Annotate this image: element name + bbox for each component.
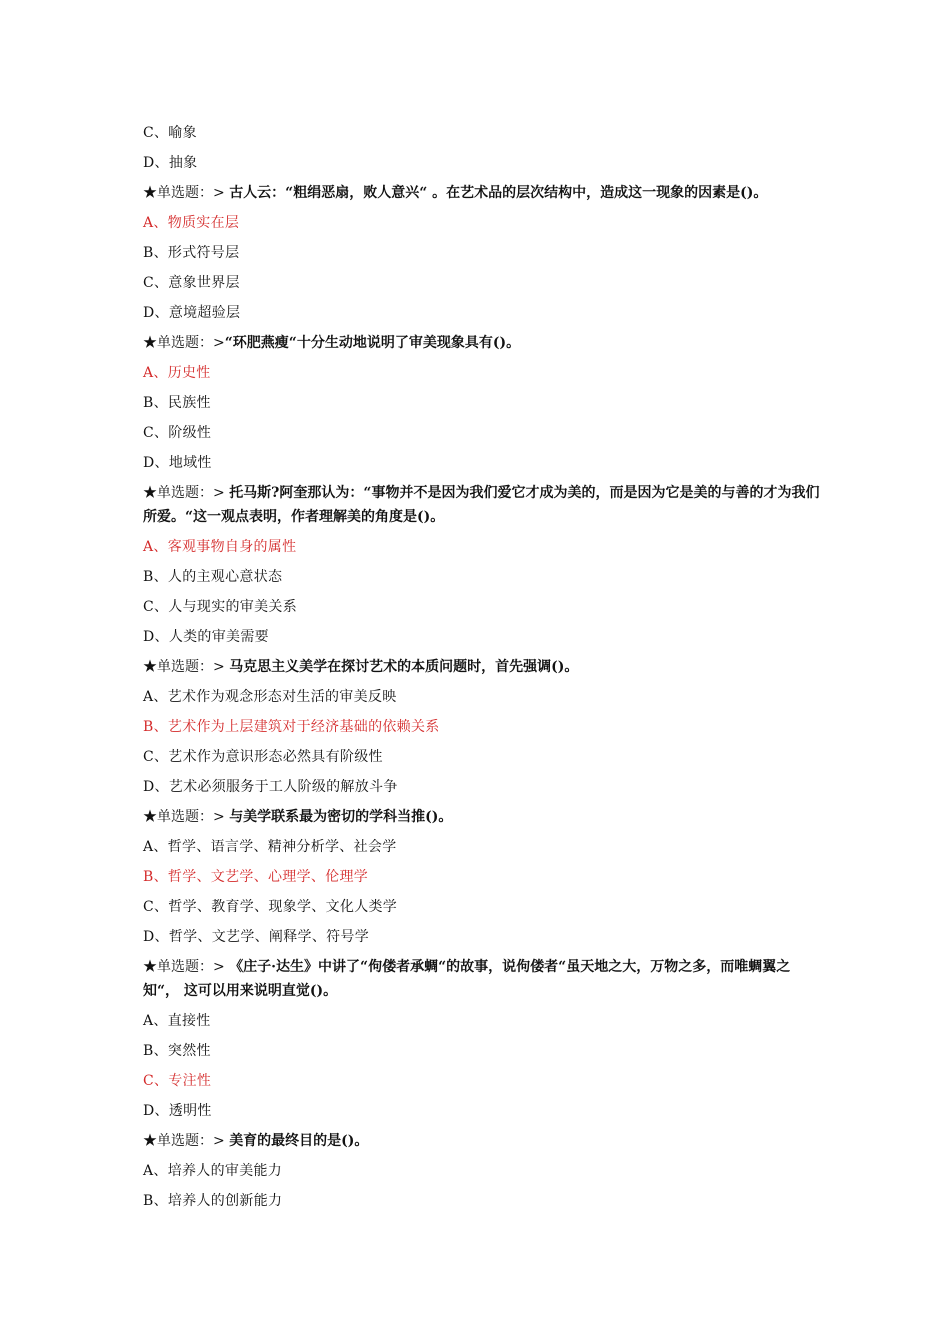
option-line: A、直接性 <box>143 1013 211 1029</box>
question-type-label: 单选题：> <box>157 959 230 975</box>
document-page <box>143 118 823 1216</box>
option-line: A、培养人的审美能力 <box>143 1163 283 1179</box>
option-line: D、意境超验层 <box>143 305 241 321</box>
option-line: C、哲学、教育学、现象学、文化人类学 <box>143 899 398 915</box>
question-stem <box>143 652 823 682</box>
question-block <box>143 478 823 652</box>
question-stem <box>143 952 823 1006</box>
option-line: D、抽象 <box>143 155 198 171</box>
option-line: D、哲学、文艺学、阐释学、符号学 <box>143 929 370 945</box>
question-type-label: 单选题：> <box>157 1133 230 1149</box>
option-line: B、艺术作为上层建筑对于经济基础的依赖关系 <box>143 719 440 735</box>
star-icon: ★ <box>143 1133 157 1149</box>
question-type-label: 单选题：> <box>157 485 230 501</box>
question-stem <box>143 1126 823 1156</box>
question-text: 古人云：“粗绢恶扇，败人意兴“ 。在艺术品的层次结构中，造成这一现象的因素是()。 <box>229 185 768 201</box>
question-text: 托马斯?阿奎那认为：“事物并不是因为我们爱它才成为美的，而是因为它是美的与善的才为我们所爱。“这一观点表明，作者理解美的角度是()。 <box>143 485 820 525</box>
star-icon: ★ <box>143 485 157 501</box>
option-line: B、哲学、文艺学、心理学、伦理学 <box>143 869 369 885</box>
option-line: C、喻象 <box>143 125 197 141</box>
question-stem <box>143 478 823 532</box>
question-text: 美育的最终目的是()。 <box>229 1133 369 1149</box>
option-line: C、人与现实的审美关系 <box>143 599 298 615</box>
question-text: 与美学联系最为密切的学科当推()。 <box>229 809 453 825</box>
question-text: 《庄子·达生》中讲了“佝偻者承蜩“的故事，说佝偻者“虽天地之大，万物之多，而唯蜩翼之知“， 这可以用来说明直觉()。 <box>143 959 791 999</box>
question-block <box>143 178 823 328</box>
option-line: A、客观事物自身的属性 <box>143 539 297 555</box>
star-icon: ★ <box>143 659 157 675</box>
option-line: D、艺术必须服务于工人阶级的解放斗争 <box>143 779 398 795</box>
question-type-label: 单选题：> <box>157 809 230 825</box>
option-line: B、民族性 <box>143 395 211 411</box>
question-type-label: 单选题：> <box>157 335 225 351</box>
question-text: “环肥燕瘦“十分生动地说明了审美现象具有()。 <box>224 335 521 351</box>
option-line: D、透明性 <box>143 1103 212 1119</box>
star-icon: ★ <box>143 959 157 975</box>
option-line: C、艺术作为意识形态必然具有阶级性 <box>143 749 383 765</box>
star-icon: ★ <box>143 335 157 351</box>
option-line: B、培养人的创新能力 <box>143 1193 283 1209</box>
option-line: B、突然性 <box>143 1043 211 1059</box>
option-line: A、物质实在层 <box>143 215 240 231</box>
question-block <box>143 652 823 802</box>
question-stem <box>143 178 823 208</box>
star-icon: ★ <box>143 185 157 201</box>
option-line: A、艺术作为观念形态对生活的审美反映 <box>143 689 397 705</box>
option-line: A、哲学、语言学、精神分析学、社会学 <box>143 839 397 855</box>
lead-options <box>143 118 823 178</box>
option-line: A、历史性 <box>143 365 211 381</box>
question-block <box>143 802 823 952</box>
question-stem <box>143 802 823 832</box>
question-type-label: 单选题：> <box>157 185 230 201</box>
option-line: B、人的主观心意状态 <box>143 569 283 585</box>
option-line: D、地域性 <box>143 455 212 471</box>
question-block <box>143 1126 823 1216</box>
question-stem <box>143 328 823 358</box>
option-line: B、形式符号层 <box>143 245 240 261</box>
question-block <box>143 952 823 1126</box>
option-line: D、人类的审美需要 <box>143 629 269 645</box>
star-icon: ★ <box>143 809 157 825</box>
question-block <box>143 328 823 478</box>
option-line: C、专注性 <box>143 1073 212 1089</box>
option-line: C、意象世界层 <box>143 275 240 291</box>
option-line: C、阶级性 <box>143 425 212 441</box>
question-text: 马克思主义美学在探讨艺术的本质问题时，首先强调()。 <box>229 659 579 675</box>
question-type-label: 单选题：> <box>157 659 230 675</box>
